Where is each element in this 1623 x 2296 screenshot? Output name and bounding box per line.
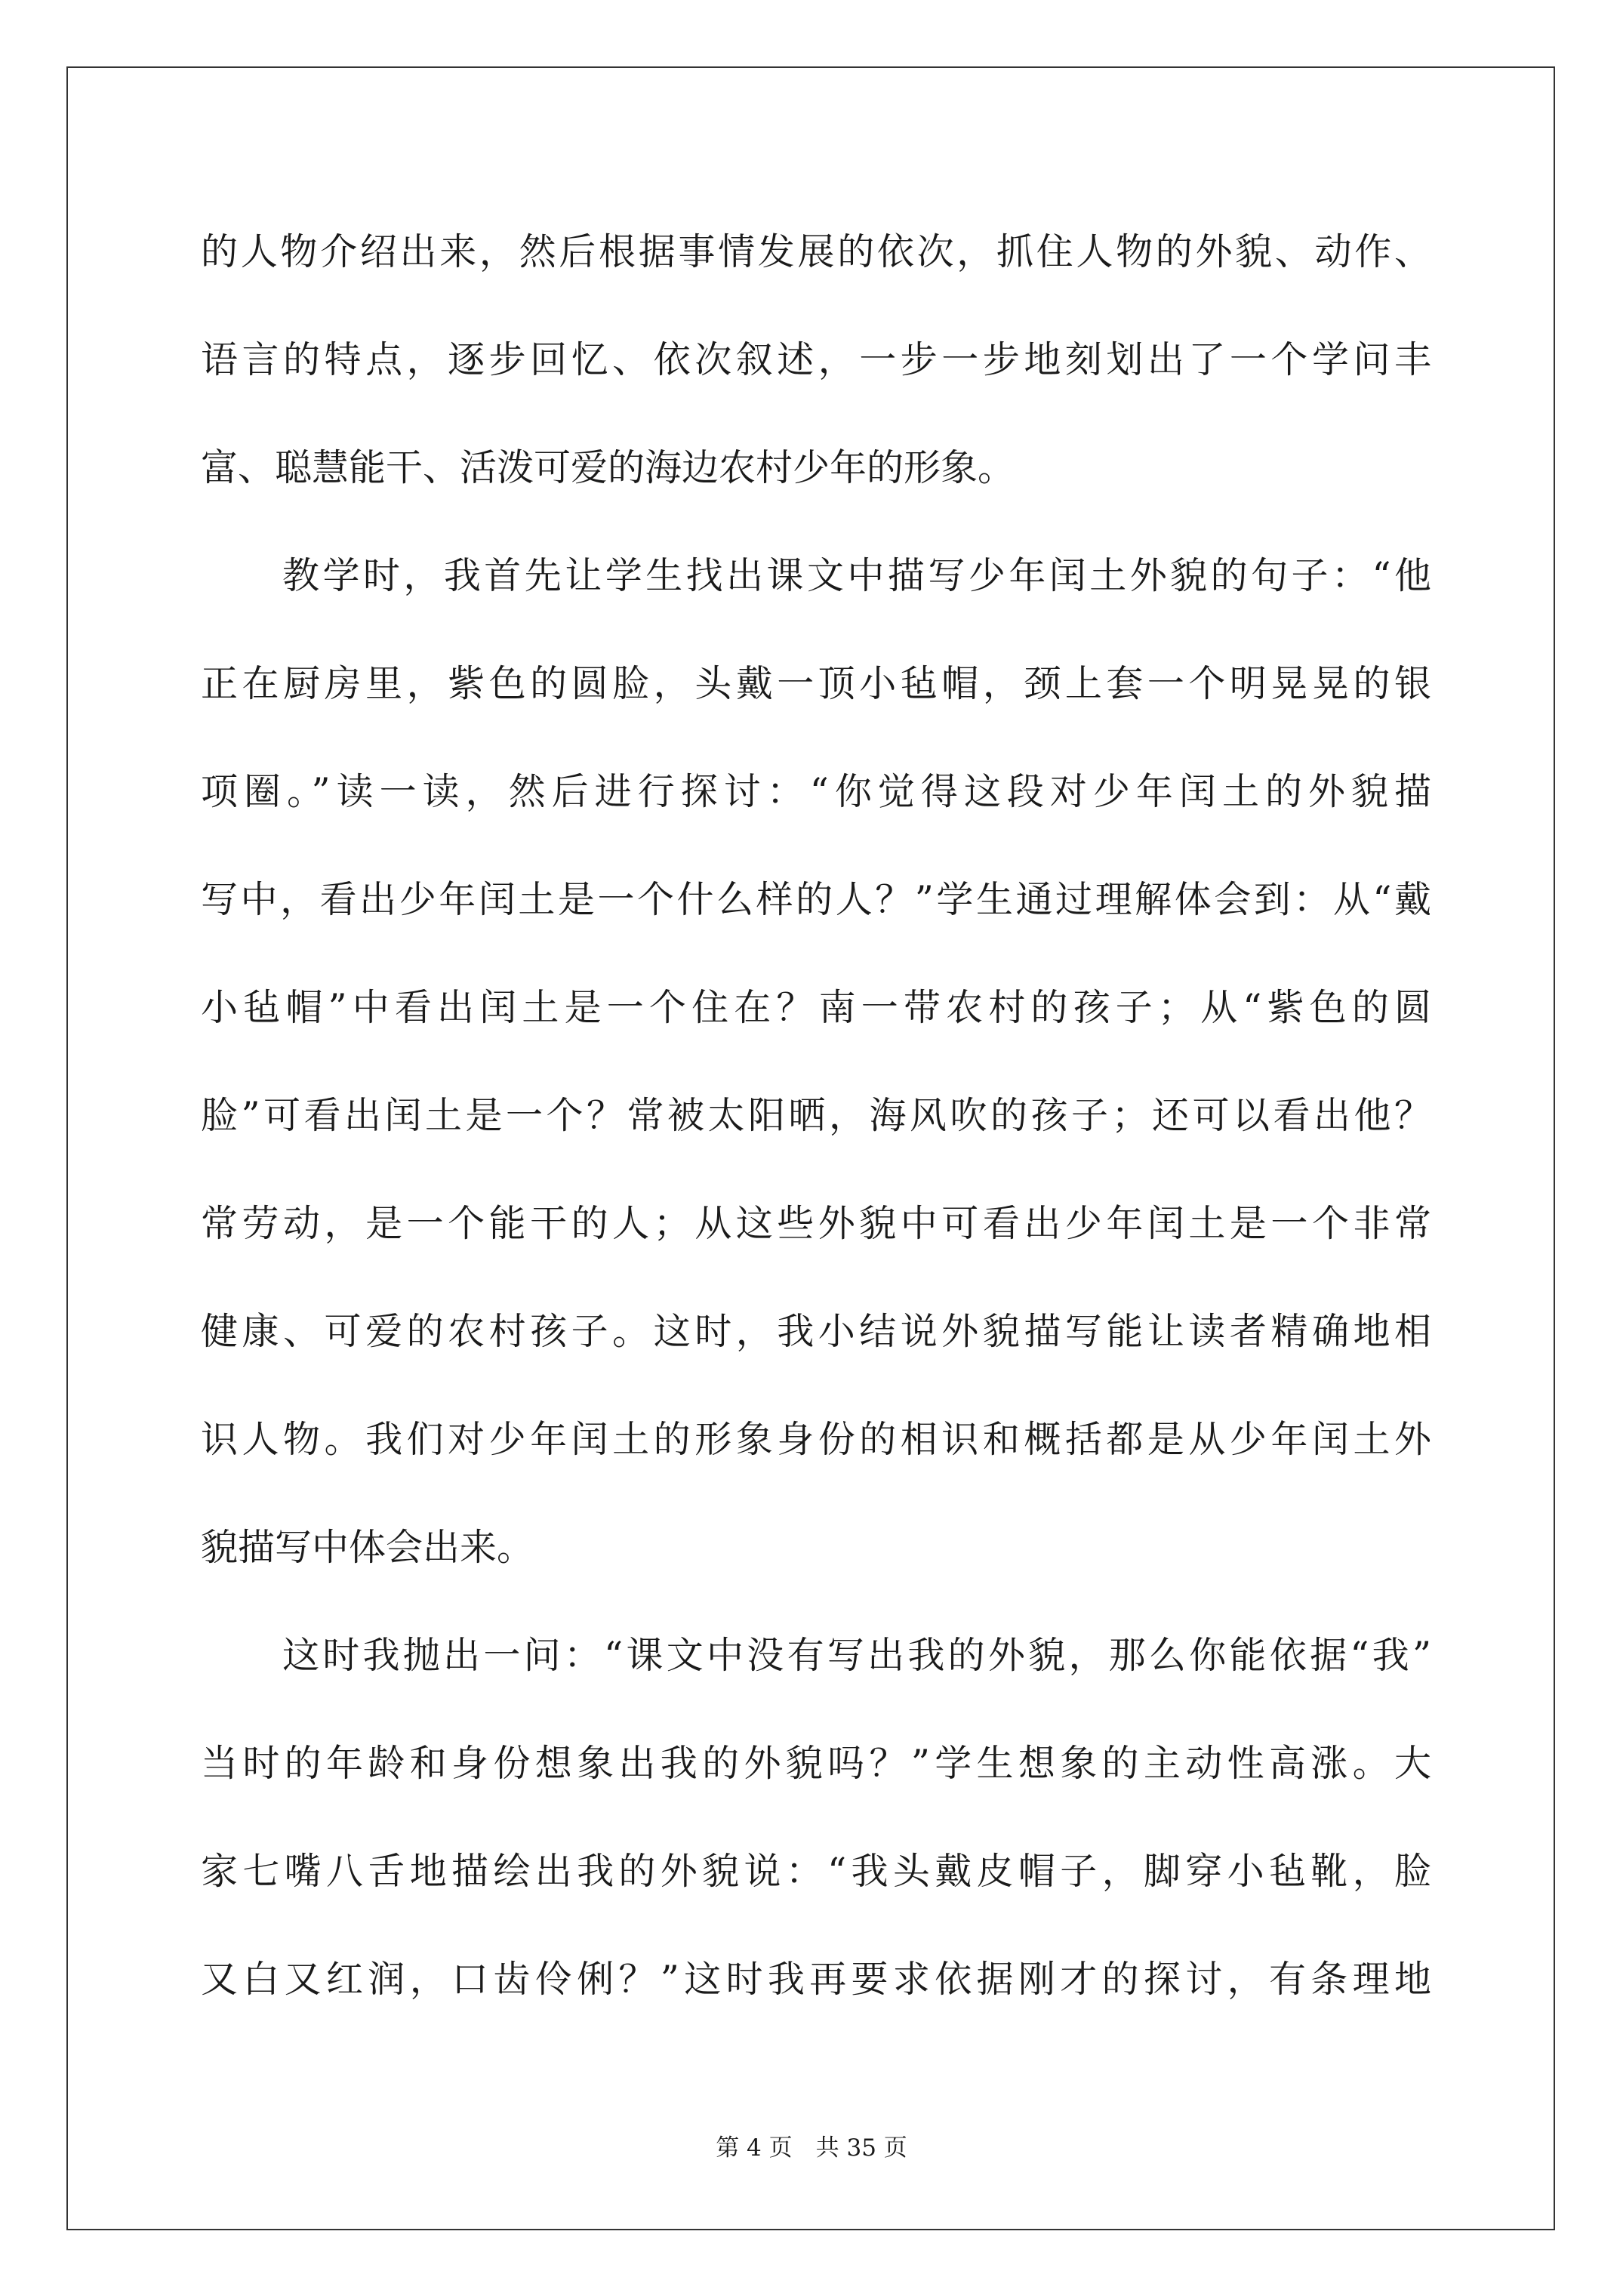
text-line: 正在厨房里，紫色的圆脸，头戴一顶小毡帽，颈上套一个明晃晃的银 (201, 662, 1431, 705)
text-line: 家七嘴八舌地描绘出我的外貌说：“我头戴皮帽子，脚穿小毡靴，脸 (201, 1850, 1431, 1893)
text-line: 识人物。我们对少年闰土的形象身份的相识和概括都是从少年闰土外 (201, 1418, 1431, 1461)
text-line: 当时的年龄和身份想象出我的外貌吗？”学生想象的主动性高涨。大 (201, 1742, 1431, 1785)
paragraph-start-line: 教学时，我首先让学生找出课文中描写少年闰土外貌的句子：“他 (282, 554, 1431, 597)
text-line: 项圈。”读一读，然后进行探讨：“你觉得这段对少年闰土的外貌描 (201, 770, 1431, 813)
text-line: 富、聪慧能干、活泼可爱的海边农村少年的形象。 (201, 446, 1015, 489)
page-border (66, 66, 1555, 2230)
text-line: 小毡帽”中看出闰土是一个住在？南一带农村的孩子；从“紫色的圆 (201, 986, 1431, 1029)
text-line: 语言的特点，逐步回忆、依次叙述，一步一步地刻划出了一个学问丰 (201, 338, 1431, 381)
text-line: 常劳动，是一个能干的人；从这些外貌中可看出少年闰土是一个非常 (201, 1202, 1431, 1245)
page-number-footer: 第 4 页 共 35 页 (716, 2134, 907, 2162)
text-line: 的人物介绍出来，然后根据事情发展的依次，抓住人物的外貌、动作、 (201, 230, 1431, 273)
text-line: 健康、可爱的农村孩子。这时，我小结说外貌描写能让读者精确地相 (201, 1310, 1431, 1353)
text-line: 貌描写中体会出来。 (201, 1526, 534, 1569)
paragraph-start-line: 这时我抛出一问：“课文中没有写出我的外貌，那么你能依据“我” (282, 1634, 1431, 1677)
text-line: 写中，看出少年闰土是一个什么样的人？”学生通过理解体会到：从“戴 (201, 878, 1431, 921)
text-line: 又白又红润，口齿伶俐？”这时我再要求依据刚才的探讨，有条理地 (201, 1958, 1431, 2001)
text-line: 脸”可看出闰土是一个？常被太阳晒，海风吹的孩子；还可以看出他？ (201, 1094, 1431, 1137)
